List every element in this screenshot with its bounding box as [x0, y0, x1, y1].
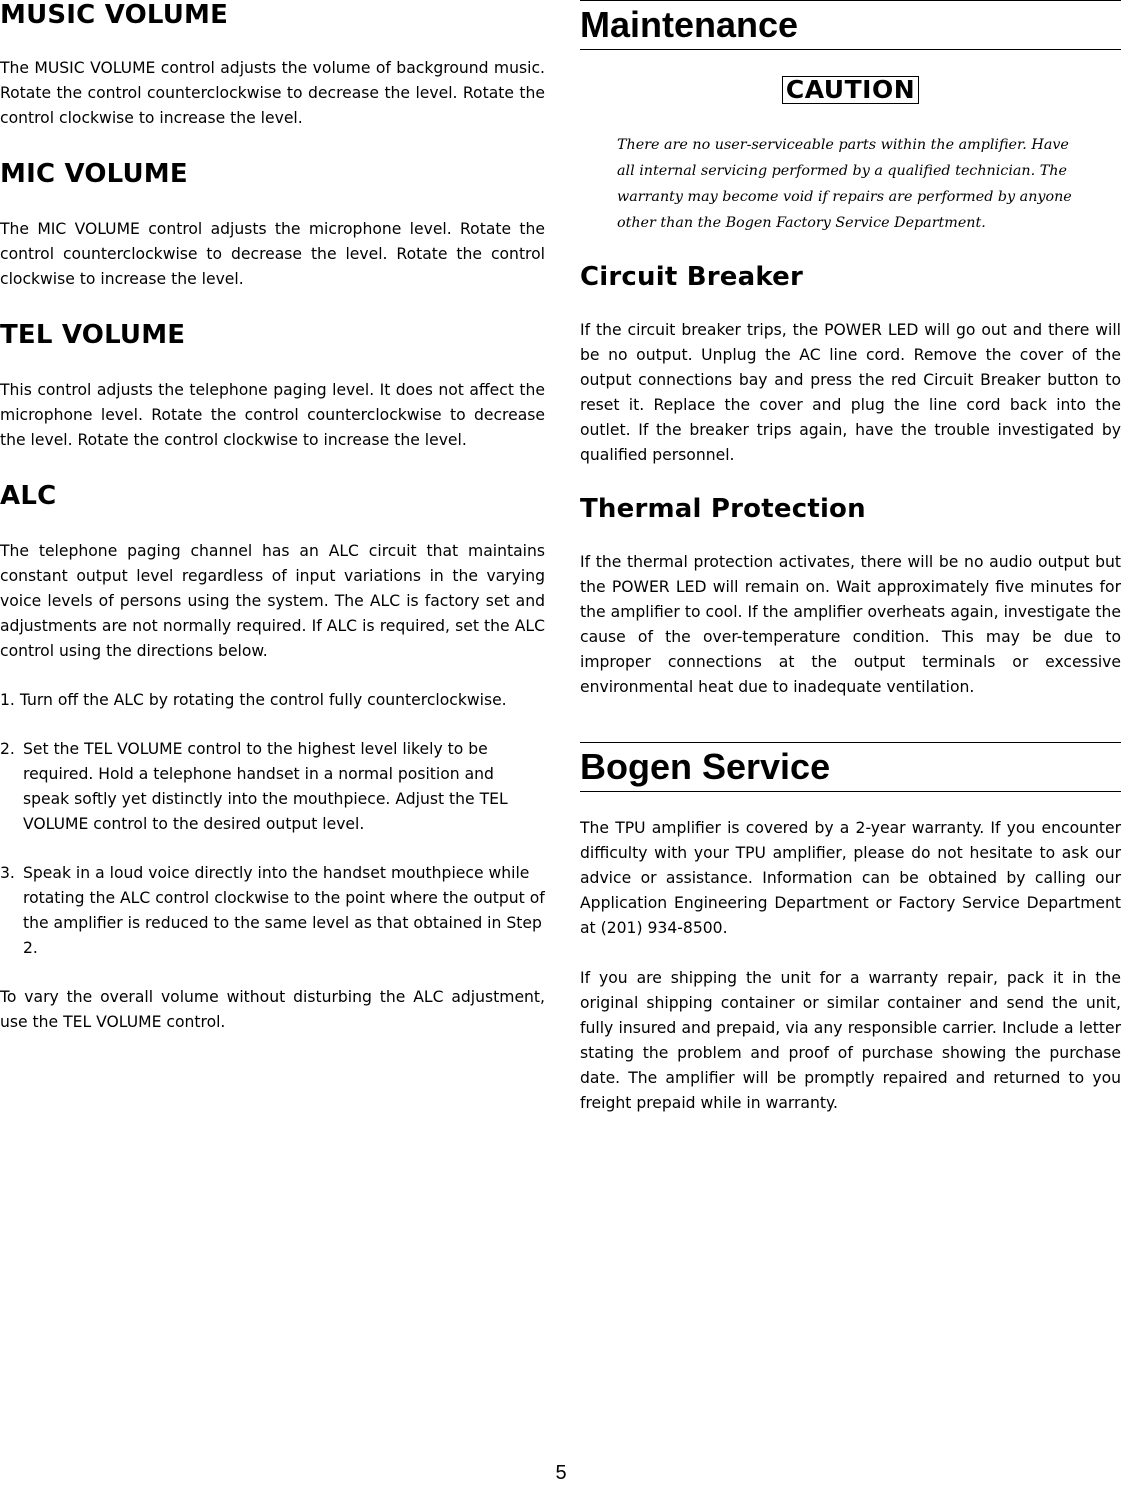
alc-text: The telephone paging channel has an ALC circuit that maintains constant output level regardless of input variations in the varying voice levels of persons using the system. The ALC is factory set and adjustments are not normally required. If ALC is required, set the ALC control using the directions below.	[0, 542, 545, 660]
tel-volume-text: This control adjusts the telephone paging level. It does not affect the microphone level. Rotate the control counterclockwise to decrease the level. Rotate the control clockwise to increase the level.	[0, 381, 545, 449]
caution-box	[580, 76, 1121, 106]
thermal-protection-text: If the thermal protection activates, there will be no audio output but the POWER LED will remain on. Wait approximately five minutes for the amplifier to cool. If the amplifier overheats again, investigate the cause of the over-temperature condition. This may be due to improper connections at the output terminals or excessive environmental heat due to inadequate ventilation.	[580, 553, 1121, 696]
music-volume-text: The MUSIC VOLUME control adjusts the volume of background music. Rotate the control counterclockwise to decrease the level. Rotate the control clockwise to increase the level.	[0, 59, 545, 127]
thermal-protection-heading: Thermal Protection	[580, 494, 866, 524]
alc-step-2	[0, 737, 545, 837]
alc-step-3	[0, 861, 545, 961]
alc-step-2-number: 2.	[0, 740, 15, 758]
page-number: 5	[555, 1462, 567, 1484]
bogen-service-text-2: If you are shipping the unit for a warranty repair, pack it in the original shipping container or similar container and send the unit, fully insured and prepaid, via any responsible carrier. Include a letter stating the problem and proof of purchase showing the purchase date. The amplifier will be promptly repaired and returned to you freight prepaid while in warranty.	[580, 969, 1121, 1112]
tel-volume-heading: TEL VOLUME	[0, 320, 186, 350]
alc-closing-text: To vary the overall volume without disturbing the ALC adjustment, use the TEL VOLUME control.	[0, 988, 545, 1031]
bogen-service-heading: Bogen Service	[580, 742, 1121, 792]
maintenance-heading: Maintenance	[580, 0, 1121, 50]
right-column	[580, 0, 1121, 1116]
alc-step-2-text: Set the TEL VOLUME control to the highest level likely to be required. Hold a telephone handset in a normal position and speak softly yet distinctly into the mouthpiece. Adjust the TEL VOLUME control to the desired output level.	[23, 740, 508, 833]
music-volume-heading: MUSIC VOLUME	[0, 0, 229, 30]
circuit-breaker-text: If the circuit breaker trips, the POWER LED will go out and there will be no output. Unplug the AC line cord. Remove the cover of the output connections bay and press the red Circuit Breaker button to reset it. Replace the cover and plug the line cord back into the outlet. If the breaker trips again, have the trouble investigated by qualified personnel.	[580, 321, 1121, 464]
caution-text: There are no user-serviceable parts within the amplifier. Have all internal servicing performed by a qualified technician. The warranty may become void if repairs are performed by anyone other than the Bogen Factory Service Department.	[617, 137, 1072, 231]
alc-step-1: 1. Turn off the ALC by rotating the control fully counterclockwise.	[0, 691, 507, 709]
alc-step-3-text: Speak in a loud voice directly into the handset mouthpiece while rotating the ALC control clockwise to the point where the output of the amplifier is reduced to the same level as that obtained in Step 2.	[23, 864, 545, 957]
mic-volume-heading: MIC VOLUME	[0, 159, 188, 189]
caution-label: CAUTION	[782, 76, 919, 104]
circuit-breaker-heading: Circuit Breaker	[580, 262, 803, 292]
mic-volume-text: The MIC VOLUME control adjusts the microphone level. Rotate the control counterclockwise to decrease the level. Rotate the control clockwise to increase the level.	[0, 220, 545, 288]
bogen-service-text-1: The TPU amplifier is covered by a 2-year warranty. If you encounter difficulty with your TPU amplifier, please do not hesitate to ask our advice or assistance. Information can be obtained by calling our Application Engineering Department or Factory Service Department at (201) 934-8500.	[580, 819, 1121, 937]
alc-step-3-number: 3.	[0, 864, 15, 882]
alc-heading: ALC	[0, 481, 57, 511]
left-column	[0, 0, 545, 1035]
